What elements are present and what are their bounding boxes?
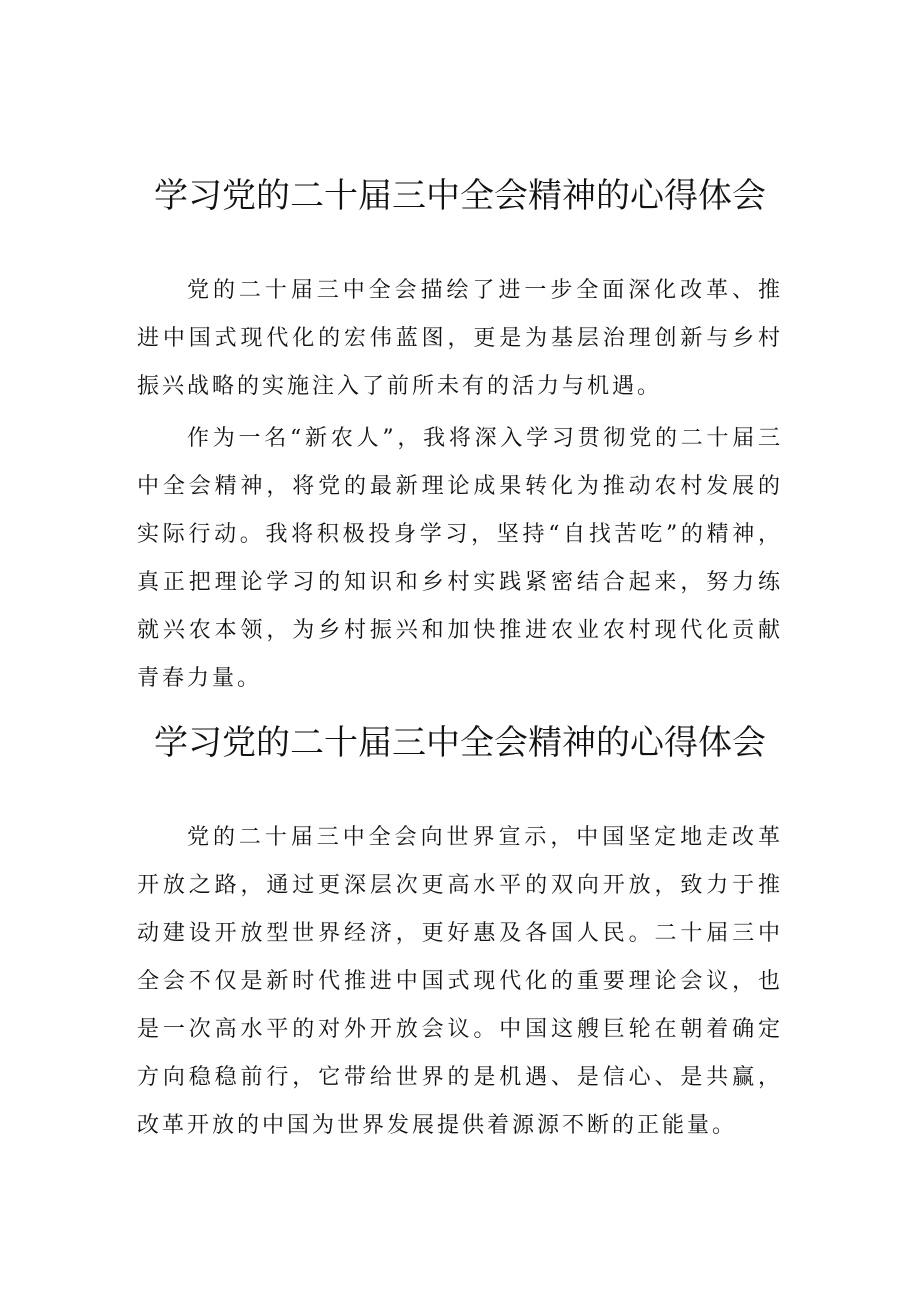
article-1-paragraph-1: 党的二十届三中全会描绘了进一步全面深化改革、推进中国式现代化的宏伟蓝图，更是为基层治理创新与乡村振兴战略的实施注入了前所未有的活力与机遇。: [137, 278, 783, 399]
article-2-body: [137, 814, 783, 1150]
article-2-title: 学习党的二十届三中全会精神的心得体会: [154, 723, 766, 763]
article-2: [137, 717, 783, 1150]
article-1: [137, 170, 783, 703]
article-1-body: [137, 267, 783, 703]
article-1-title: 学习党的二十届三中全会精神的心得体会: [154, 176, 766, 216]
article-2-paragraph-1: 党的二十届三中全会向世界宣示，中国坚定地走改革开放之路，通过更深层次更高水平的双向开放，致力于推动建设开放型世界经济，更好惠及各国人民。二十届三中全会不仅是新时代推进中国式现代化的重要理论会议，也是一次高水平的对外开放会议。中国这艘巨轮在朝着确定方向稳稳前行，它带给世界的是机遇、是信心、是共赢，改革开放的中国为世界发展提供着源源不断的正能量。: [137, 825, 783, 1138]
article-1-paragraph-2: 作为一名“新农人”，我将深入学习贯彻党的二十届三中全会精神，将党的最新理论成果转化为推动农村发展的实际行动。我将积极投身学习，坚持“自找苦吃”的精神，真正把理论学习的知识和乡村实践紧密结合起来，努力练就兴农本领，为乡村振兴和加快推进农业农村现代化贡献青春力量。: [137, 426, 783, 691]
